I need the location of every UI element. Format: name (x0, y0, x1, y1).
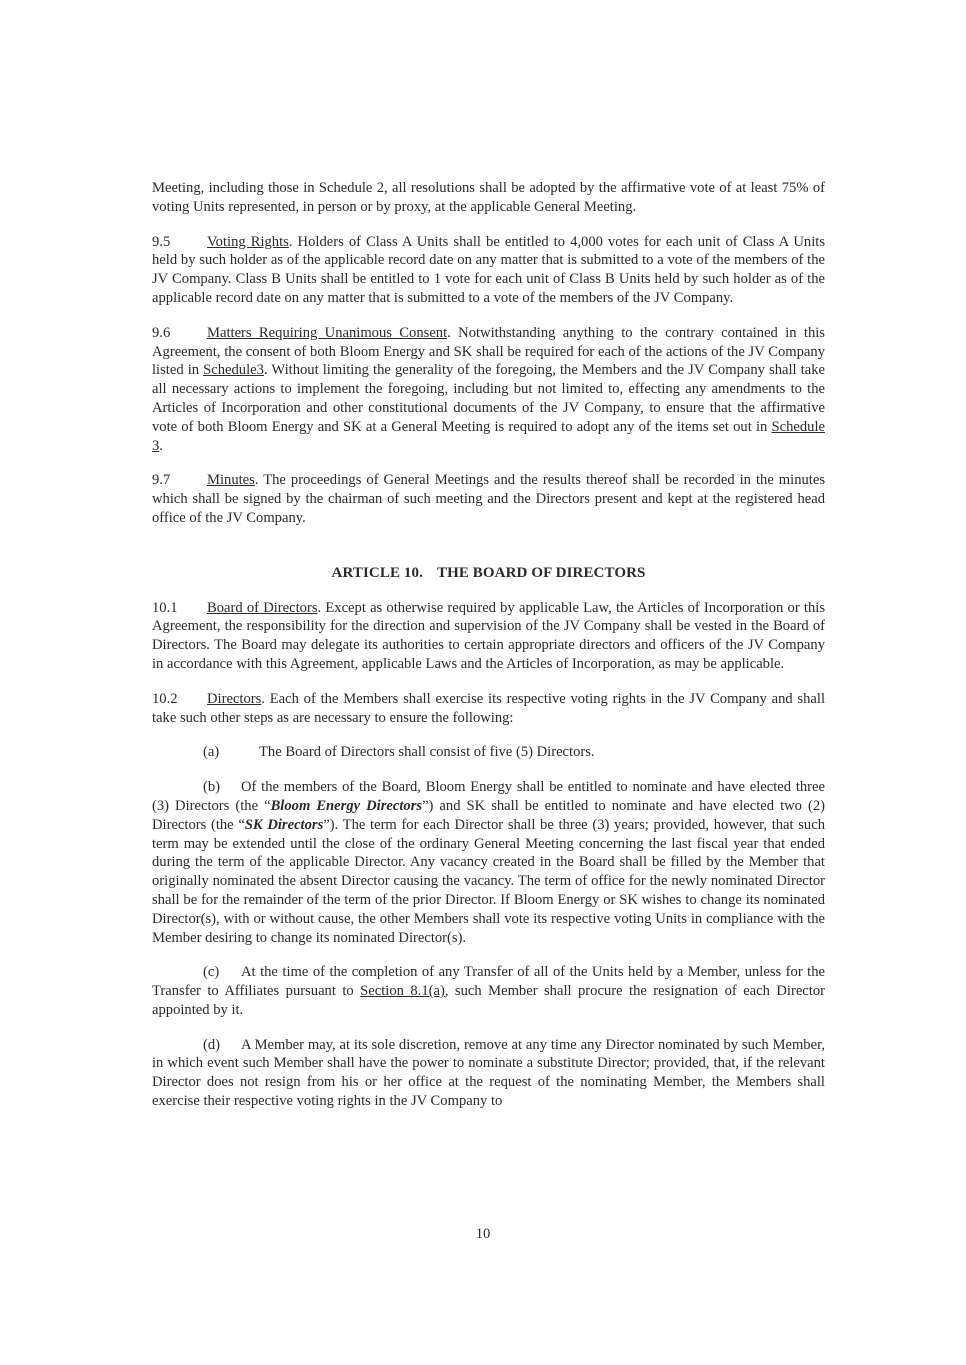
section-title: Matters Requiring Unanimous Consent (207, 324, 448, 341)
section-number: 9.5 (152, 233, 171, 250)
section-text: . Without limiting the generality of the foregoing, the Members and the JV Company shall take all necessary actions to implement the foregoing, including but not limited to, effecting any amendments to the Articles of Incorporation and other constitutional documents of the JV Company, to ensure that the affirmative vote of both Bloom Energy and SK at a General Meeting is required to adopt any of the items set out in (152, 362, 825, 435)
item-label: (d) (203, 1036, 221, 1053)
section-number: 9.6 (152, 324, 171, 341)
section-10-1 (152, 599, 825, 674)
section-title: Minutes (207, 472, 255, 489)
defined-term: SK Directors (244, 816, 324, 833)
article-label: ARTICLE 10. (331, 564, 423, 581)
section-text: . (159, 437, 163, 454)
section-text: . Except as otherwise required by applicable Law, the Articles of Incorporation or this Agreement, the responsibility for the direction and supervision of the JV Company shall be vested in the Board of Directors. The Board may delegate its authorities to certain appropriate directors and officers of the JV Company in accordance with this Agreement, applicable Laws and the Articles of Incorporation, as may be applicable. (152, 599, 825, 672)
page-body (152, 179, 825, 1111)
item-text: ”) and SK shall be entitled to nominate and have elected two (2) Directors (the “ (152, 797, 826, 833)
defined-term: Bloom Energy Directors (270, 797, 423, 814)
section-text: . Holders of Class A Units shall be entitled to 4,000 votes for each unit of Class A Units held by such holder as of the applicable record date on any matter that is submitted to a vote of the members of the JV Company. Class B Units shall be entitled to 1 vote for each unit of Class B Units held by such holder as of the applicable record date on any matter that is submitted to a vote of the members of the JV Company. (152, 233, 825, 306)
section-text: . The proceedings of General Meetings and the results thereof shall be recorded in the minutes which shall be signed by the chairman of such meeting and the Directors present and kept at the registered head office of the JV Company. (152, 472, 825, 526)
section-10-2 (152, 690, 825, 728)
section-number: 9.7 (152, 472, 171, 489)
item-text: , such Member shall procure the resignation of each Director appointed by it. (152, 983, 825, 1018)
item-label: (b) (203, 779, 221, 796)
schedule-reference: Schedule 3 (152, 418, 825, 454)
schedule-reference: Schedule3 (203, 362, 264, 379)
article-title: THE BOARD OF DIRECTORS (436, 564, 646, 581)
item-b (152, 778, 825, 947)
section-number: 10.1 (152, 599, 178, 616)
item-c (152, 963, 825, 1019)
section-title: Voting Rights (207, 233, 289, 250)
item-text: The Board of Directors shall consist of five (5) Directors. (259, 744, 595, 761)
page-number: 10 (475, 1226, 491, 1242)
section-reference: Section 8.1(a) (360, 983, 445, 1000)
item-text: A Member may, at its sole discretion, remove at any time any Director nominated by such Member, in which event such Member shall have the power to nominate a substitute Director; provided, that, if the relevant Director does not resign from his or her office at the request of the nominating Member, the Members shall exercise their respective voting rights in the JV Company to (152, 1036, 825, 1110)
item-text: ”). The term for each Director shall be three (3) years; provided, however, that such term may be extended until the close of the ordinary General Meeting concerning the last fiscal year that ended during the term of the applicable Director. Any vacancy created in the Board shall be filled by the Member that originally nominated the absent Director causing the vacancy. The term of office for the newly nominated Director shall be for the remainder of the term of the prior Director. If Bloom Energy or SK wishes to change its nominated Director(s), with or without cause, the other Members shall vote its respective voting Units in compliance with the Member desiring to change its nominated Director(s). (152, 816, 826, 946)
section-text: . Each of the Members shall exercise its respective voting rights in the JV Company and shall take such other steps as are necessary to ensure the following: (152, 690, 825, 726)
section-9-6 (152, 324, 825, 456)
section-number: 10.2 (152, 690, 178, 707)
section-title: Board of Directors (207, 599, 318, 616)
section-9-5 (152, 233, 825, 308)
item-text: At the time of the completion of any Transfer of all of the Units held by a Member, unless for the Transfer to Affiliates pursuant to (152, 964, 825, 1000)
paragraph-continuation: Meeting, including those in Schedule 2, all resolutions shall be adopted by the affirmative vote of at least 75% of voting Units represented, in person or by proxy, at the applicable General Meeting. (152, 180, 825, 215)
item-a (152, 743, 825, 762)
item-text: Of the members of the Board, Bloom Energy shall be entitled to nominate and have elected three (3) Directors (the “ (152, 779, 825, 814)
article-heading (152, 564, 825, 583)
item-label: (c) (203, 964, 220, 981)
item-d (152, 1036, 825, 1111)
section-title: Directors (207, 690, 262, 707)
section-9-7 (152, 471, 825, 527)
section-text: . Notwithstanding anything to the contrary contained in this Agreement, the consent of both Bloom Energy and SK shall be required for each of the actions of the JV Company listed in (152, 324, 825, 379)
item-label: (a) (203, 744, 220, 761)
